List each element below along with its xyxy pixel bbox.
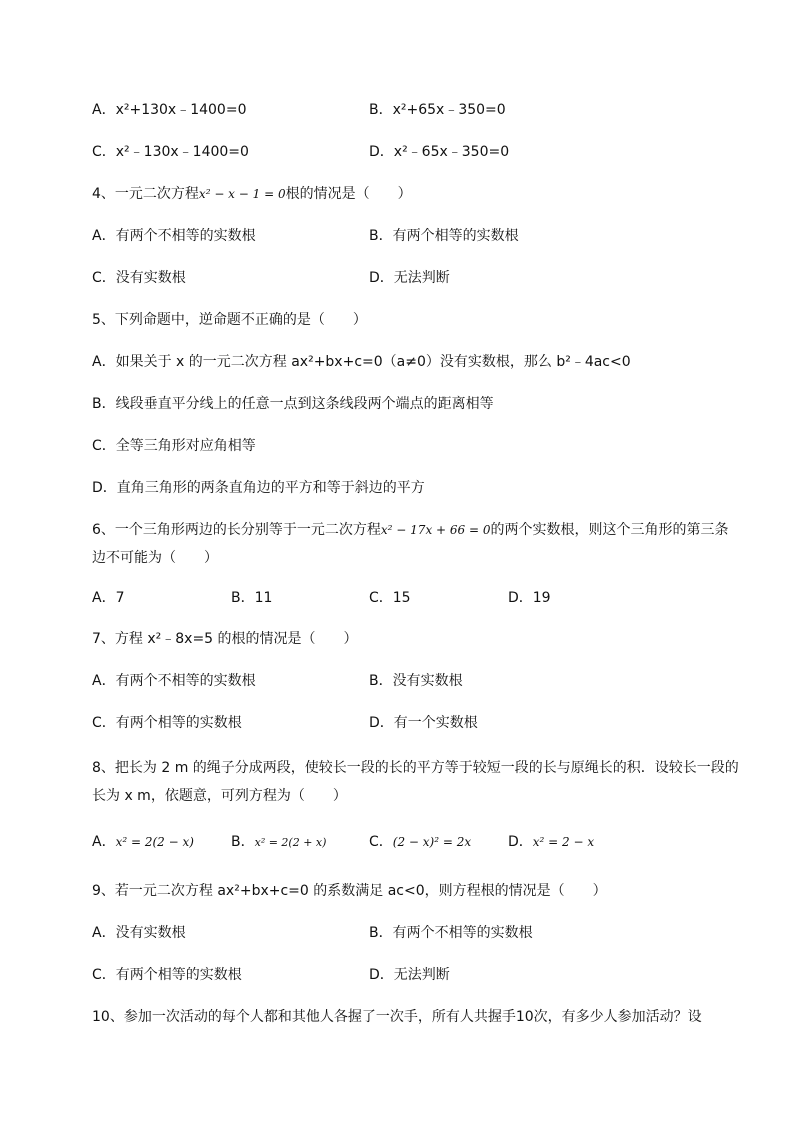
q7-stem: 7、方程 x²﹣8x=5 的根的情况是（ ） [92, 631, 358, 647]
q9-option-d: D．无法判断 [369, 967, 450, 983]
q8-option-b-equation: x² = 2(2 + x) [254, 836, 327, 849]
q8-option-a [92, 832, 194, 852]
q7-option-a: A．有两个不相等的实数根 [92, 673, 256, 689]
q4-stem [92, 184, 412, 204]
q4-equation: x² − x − 1 = 0 [198, 187, 286, 201]
q3-option-b: B．x²+65x﹣350=0 [369, 102, 506, 118]
q8-option-d [508, 832, 594, 852]
q6-equation: x² − 17x + 66 = 0 [380, 523, 491, 537]
q3-option-c: C．x²﹣130x﹣1400=0 [92, 144, 249, 160]
q5-option-c: C．全等三角形对应角相等 [92, 438, 256, 454]
q8-option-c [369, 832, 471, 852]
q4-option-b: B．有两个相等的实数根 [369, 228, 519, 244]
q4-option-d: D．无法判断 [369, 270, 450, 286]
q4-stem-post: 根的情况是（ ） [285, 186, 412, 202]
q9-stem: 9、若一元二次方程 ax²+bx+c=0 的系数满足 ac<0，则方程根的情况是（ ） [92, 883, 607, 899]
q10-stem: 10、参加一次活动的每个人都和其他人各握了一次手，所有人共握手10次，有多少人参加活动？设 [92, 1009, 702, 1025]
q8-option-a-label: A． [92, 834, 116, 850]
q9-option-b: B．有两个不相等的实数根 [369, 925, 533, 941]
q5-option-a: A．如果关于 x 的一元二次方程 ax²+bx+c=0（a≠0）没有实数根，那么 b²﹣4ac<0 [92, 354, 631, 370]
q8-option-b-label: B． [231, 834, 255, 850]
q8-stem: 8、把长为 2 m 的绳子分成两段，使较长一段的长的平方等于较短一段的长与原绳长的积．设较长一段的长为 x m，依题意，可列方程为（ ） [92, 760, 739, 804]
q4-option-c: C．没有实数根 [92, 270, 186, 286]
q6-option-c: C．15 [369, 590, 411, 606]
q6-stem-pre: 6、一个三角形两边的长分别等于一元二次方程 [92, 522, 381, 538]
q9-option-c: C．有两个相等的实数根 [92, 967, 242, 983]
q8-option-c-label: C． [369, 834, 393, 850]
q4-option-a: A．有两个不相等的实数根 [92, 228, 256, 244]
q9-option-a: A．没有实数根 [92, 925, 186, 941]
q5-option-b: B．线段垂直平分线上的任意一点到这条线段两个端点的距离相等 [92, 396, 494, 412]
q6-option-d: D．19 [508, 590, 551, 606]
q6-stem [92, 516, 742, 572]
q3-option-d: D．x²﹣65x﹣350=0 [369, 144, 510, 160]
q5-option-d: D．直角三角形的两条直角边的平方和等于斜边的平方 [92, 480, 425, 496]
q4-stem-pre: 4、一元二次方程 [92, 186, 199, 202]
q6-option-a: A．7 [92, 590, 125, 606]
q8-option-d-label: D． [508, 834, 533, 850]
q5-stem: 5、下列命题中，逆命题不正确的是（ ） [92, 312, 367, 328]
q8-option-a-equation: x² = 2(2 − x) [115, 835, 194, 849]
q3-option-a: A．x²+130x﹣1400=0 [92, 102, 247, 118]
q7-option-c: C．有两个相等的实数根 [92, 715, 242, 731]
q8-option-d-equation: x² = 2 − x [532, 835, 595, 849]
q8-option-b [231, 832, 326, 853]
q6-option-b: B．11 [231, 590, 273, 606]
q7-option-b: B．没有实数根 [369, 673, 463, 689]
q8-option-c-equation: (2 − x)² = 2x [392, 835, 472, 849]
q7-option-d: D．有一个实数根 [369, 715, 478, 731]
q6-stem-post: 的两个实数根，则这个三角形的第三条边不可能为（ ） [92, 522, 729, 566]
